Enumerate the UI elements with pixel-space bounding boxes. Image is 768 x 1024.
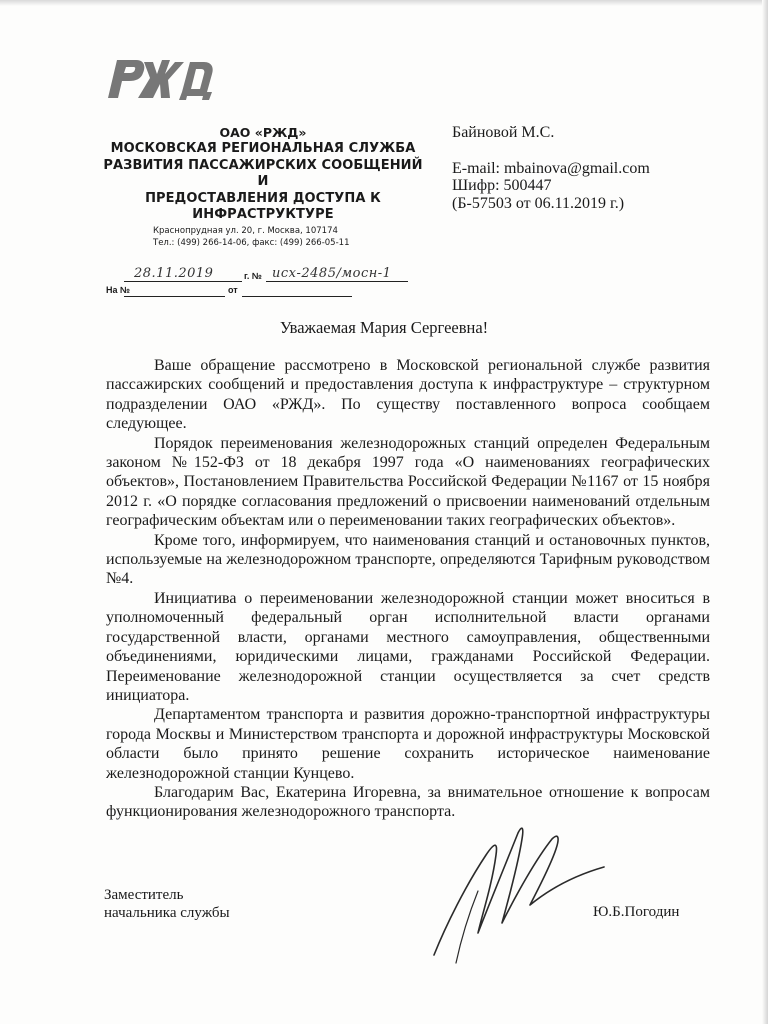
letter-body: [106, 356, 710, 822]
outgoing-date: 28.11.2019: [134, 266, 214, 281]
signer-title-line: Заместитель: [104, 887, 184, 903]
org-name-line: ПРЕДОСТАВЛЕНИЯ ДОСТУПА К: [145, 190, 381, 206]
body-paragraph: Благодарим Вас, Екатерина Игоревна, за внимательное отношение к вопросам функционирования железнодорожного транспорта.: [106, 783, 710, 821]
signer-title-line: начальника службы: [104, 905, 230, 921]
scan-shadow-top: [0, 0, 768, 6]
signer-name: Ю.Б.Погодин: [593, 904, 680, 920]
number-underline: [266, 281, 408, 282]
org-short-name: ОАО «РЖД»: [219, 125, 307, 140]
recipient-name: Байновой М.С.: [452, 124, 555, 141]
scan-shadow-right: [762, 0, 768, 1024]
signer-title: [104, 886, 230, 922]
organization-header: [103, 125, 423, 224]
salutation: Уважаемая Мария Сергеевна!: [279, 318, 489, 337]
handwritten-signature: [426, 815, 611, 965]
date-underline: [124, 281, 242, 282]
body-paragraph: Порядок переименования железнодорожных станций определен Федеральным законом №152-ФЗ от 18 декабря 1997 года «О наименованиях географических объектов», Постановлением Правительства Российской Федерации №1167 от 15 ноября 2012 г. «О порядке согласования предложений о присвоении наименований отдельным географическим объектам или о переименовании таких географических объектов».: [106, 434, 710, 530]
org-name-line: МОСКОВСКАЯ РЕГИОНАЛЬНАЯ СЛУЖБА: [110, 141, 416, 156]
number-label: г. №: [244, 271, 262, 281]
recipient-cipher: Шифр: 500447: [452, 177, 552, 194]
in-reply-underline: [124, 296, 225, 297]
org-name-line: РАЗВИТИЯ ПАССАЖИРСКИХ СООБЩЕНИЙ И: [103, 157, 423, 189]
org-phones: Тел.: (499) 266-14-06, факс: (499) 266-05-11: [153, 238, 350, 248]
body-paragraph: Кроме того, информируем, что наименования станций и остановочных пунктов, используемые на железнодорожном транспорте, определяются Тарифным руководством №4.: [106, 531, 710, 588]
recipient-email: E-mail: mbainova@gmail.com: [452, 159, 650, 177]
org-contacts: [153, 225, 349, 249]
from-underline: [242, 296, 352, 297]
recipient-reference: (Б-57503 от 06.11.2019 г.): [452, 194, 625, 212]
from-label: от: [228, 285, 238, 295]
rzd-logo: [104, 52, 214, 100]
body-paragraph: Ваше обращение рассмотрено в Московской региональной службе развития пассажирских сообщений и предоставления доступа к инфраструктуре – структурном подразделении ОАО «РЖД». По существу поставленного вопроса сообщаем следующее.: [106, 357, 710, 433]
org-address: Краснопрудная ул. 20, г. Москва, 107174: [153, 226, 338, 236]
recipient-block: [452, 124, 650, 212]
body-paragraph: Департаментом транспорта и развития дорожно-транспортной инфраструктуры города Москвы и Министерством транспорта и дорожной инфраструктуры Московской области было принято решение сохранить историческое наименование железнодорожной станции Кунцево.: [106, 706, 710, 782]
org-name-line: ИНФРАСТРУКТУРЕ: [192, 207, 334, 222]
body-paragraph: Инициатива о переименовании железнодорожной станции может вноситься в уполномоченный федеральный орган исполнительной власти органами государственной власти, органами местного самоуправления, общественными объединениями, юридическими лицами, гражданами Российской Федерации. Переименование железнодорожной станции осуществляется за счет средств инициатора.: [106, 589, 710, 704]
outgoing-number: исх-2485/мосн-1: [272, 266, 392, 281]
in-reply-label: На №: [106, 285, 131, 295]
